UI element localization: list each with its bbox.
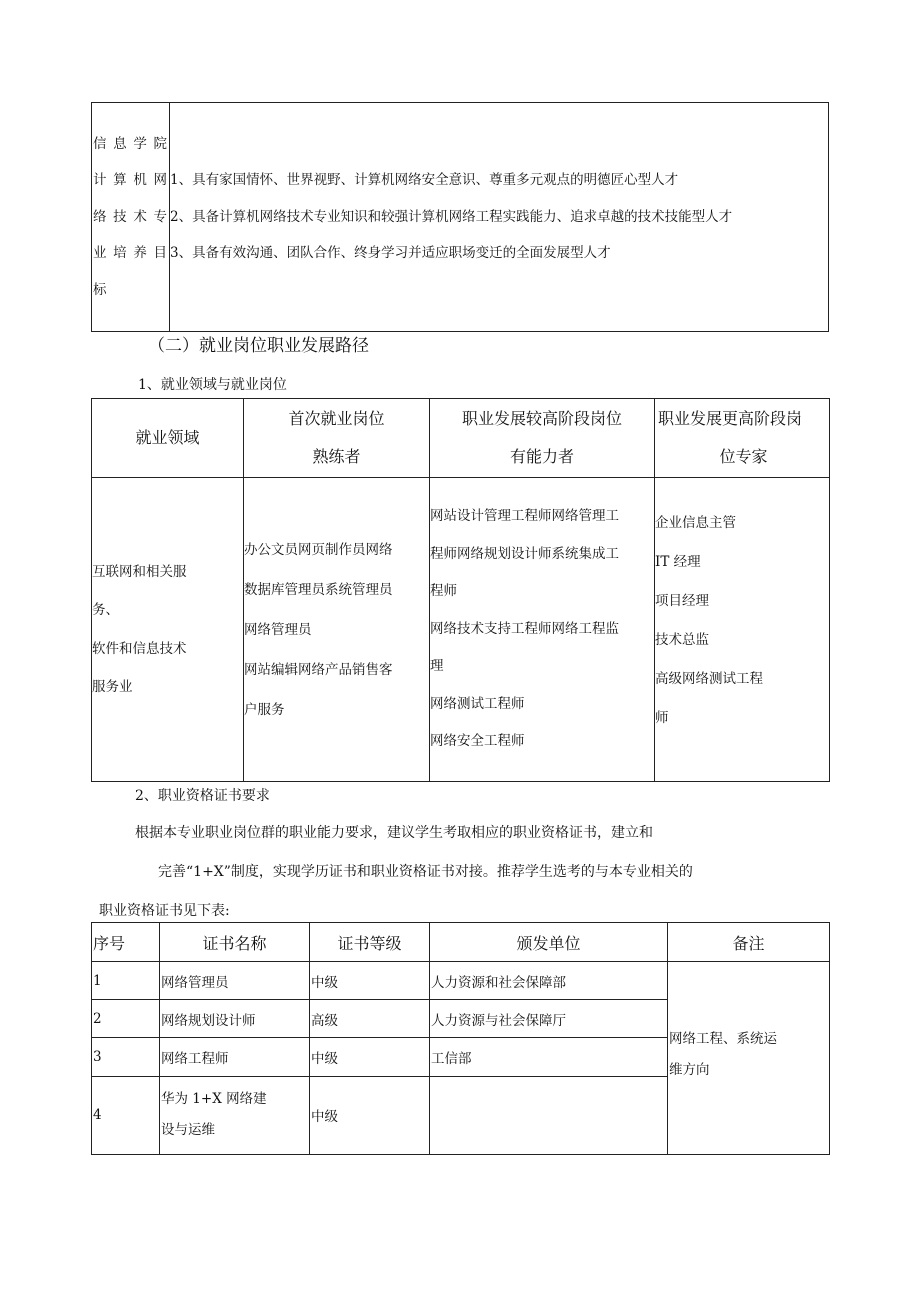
employment-header-row bbox=[92, 399, 830, 478]
cert-name: 网络管理员 bbox=[160, 962, 310, 1000]
goals-label-line: 标 bbox=[93, 281, 109, 298]
header-cert-name: 证书名称 bbox=[160, 923, 310, 962]
header-first-job: 首次就业岗位 熟练者 bbox=[244, 399, 430, 478]
header-notes: 备注 bbox=[668, 923, 830, 962]
cert-level: 中级 bbox=[310, 1076, 430, 1154]
header-issuer: 颁发单位 bbox=[430, 923, 668, 962]
goal-item: 3、具备有效沟通、团队合作、终身学习并适应职场变迁的全面发展型人才 bbox=[170, 245, 611, 262]
header-serial: 序号 bbox=[92, 923, 160, 962]
goals-label-line: 络技术专 bbox=[93, 208, 169, 225]
subsection-certificate-title: 2、职业资格证书要求 bbox=[135, 788, 270, 804]
goals-label-line: 信息学院 bbox=[93, 135, 169, 152]
goal-item: 1、具有家国情怀、世界视野、计算机网络安全意识、尊重多元观点的明德匠心型人才 bbox=[170, 172, 679, 189]
goals-content-cell bbox=[170, 103, 829, 332]
cert-level: 中级 bbox=[310, 1038, 430, 1076]
first-job-cell: 办公文员网页制作员网络 数据库管理员系统管理员 网络管理员 网站编辑网络产品销售客 户服务 bbox=[244, 478, 430, 782]
cert-serial: 2 bbox=[92, 1000, 160, 1038]
goals-label-cell bbox=[92, 103, 170, 332]
subsection-employment-title: 1、就业领域与就业岗位 bbox=[138, 377, 287, 393]
employment-body-row bbox=[92, 478, 830, 782]
cert-notes: 网络工程、系统运 维方向 bbox=[668, 962, 830, 1155]
header-higher-stage: 职业发展较高阶段岗位 有能力者 bbox=[430, 399, 655, 478]
paragraph-line-3: 职业资格证书见下表: bbox=[99, 903, 230, 919]
cert-serial: 4 bbox=[92, 1076, 160, 1154]
goal-item: 2、具备计算机网络技术专业知识和较强计算机网络工程实践能力、追求卓越的技术技能型人才 bbox=[170, 208, 733, 225]
cert-issuer: 人力资源与社会保障厅 bbox=[430, 1000, 668, 1038]
paragraph-line-2: 完善“1+X”制度，实现学历证书和职业资格证书对接。推荐学生选考的与本专业相关的 bbox=[158, 864, 693, 880]
section-title: （二）就业岗位职业发展路径 bbox=[148, 336, 369, 356]
cert-issuer bbox=[430, 1076, 668, 1154]
higher-stage-cell: 网站设计管理工程师网络管理工 程师网络规划设计师系统集成工 程师 网络技术支持工程师网络工程监 理 网络测试工程师 网络安全工程师 bbox=[430, 478, 655, 782]
cert-level: 中级 bbox=[310, 962, 430, 1000]
header-expert-stage: 职业发展更高阶段岗 位专家 bbox=[655, 399, 830, 478]
certificate-table bbox=[91, 922, 830, 1155]
table-row bbox=[92, 962, 830, 1000]
header-employment-field: 就业领域 bbox=[92, 399, 244, 478]
goals-label-line: 计算机网 bbox=[93, 172, 169, 189]
cert-name: 华为 1+X 网络建 设与运维 bbox=[160, 1076, 310, 1154]
cert-issuer: 人力资源和社会保障部 bbox=[430, 962, 668, 1000]
cert-level: 高级 bbox=[310, 1000, 430, 1038]
expert-stage-cell: 企业信息主管 IT 经理 项目经理 技术总监 高级网络测试工程 师 bbox=[655, 478, 830, 782]
cert-issuer: 工信部 bbox=[430, 1038, 668, 1076]
cert-serial: 3 bbox=[92, 1038, 160, 1076]
cert-name: 网络规划设计师 bbox=[160, 1000, 310, 1038]
employment-field-cell: 互联网和相关服 务、 软件和信息技术 服务业 bbox=[92, 478, 244, 782]
cert-serial: 1 bbox=[92, 962, 160, 1000]
cert-name: 网络工程师 bbox=[160, 1038, 310, 1076]
paragraph-line-1: 根据本专业职业岗位群的职业能力要求，建议学生考取相应的职业资格证书，建立和 bbox=[135, 825, 653, 841]
header-cert-level: 证书等级 bbox=[310, 923, 430, 962]
training-goals-table bbox=[91, 102, 829, 332]
employment-table bbox=[91, 398, 830, 782]
certificate-header-row bbox=[92, 923, 830, 962]
goals-label-line: 业培养目 bbox=[93, 245, 169, 262]
